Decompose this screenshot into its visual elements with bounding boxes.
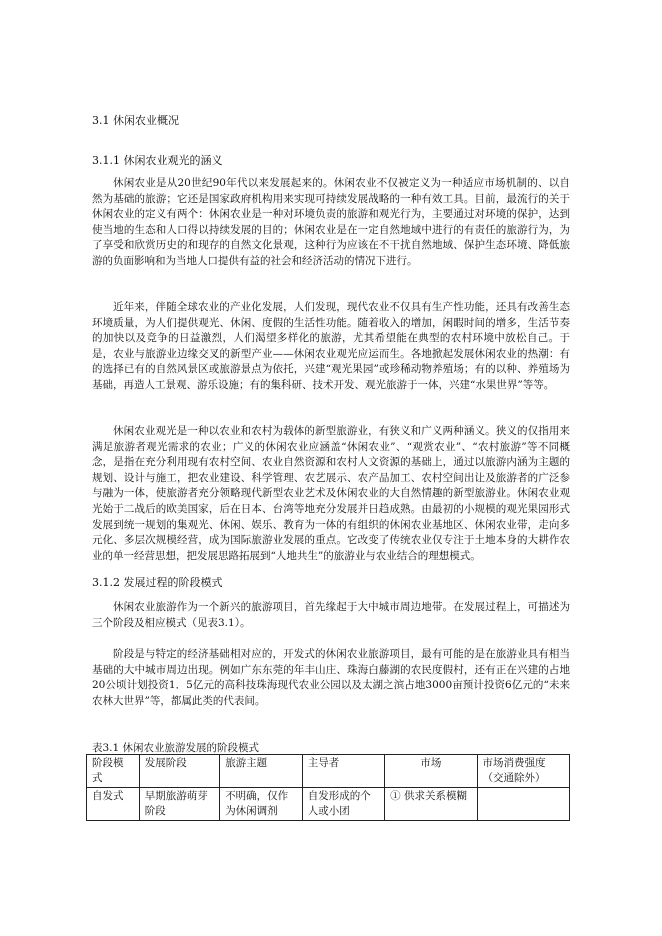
table-cell: 自发形成的个人或小团 [302, 788, 384, 821]
header-consumption-intensity: 市场消费强度（交通除外） [477, 755, 569, 788]
section-title: 3.1 休闲农业概况 [92, 114, 179, 127]
table-cell: 不明确，仅作为休闲调剂 [220, 788, 303, 821]
table-cell: 自发式 [87, 788, 140, 821]
paragraph-stages-examples: 阶段是与特定的经济基础相对应的，开发式的休闲农业旅游项目，最有可能的是在旅游业具有相当基础的大中城市周边出现。例如广东东莞的年丰山庄、珠海白藤湖的农民度假村，还有正在兴建的占地20公顷计划投资1．5亿元的高科技珠海现代农业公园以及太湖之滨占地3000亩预计投资6亿元的“未来农林大世界”等，都属此类的代表间。 [92, 648, 570, 707]
subsection-title-stages: 3.1.2 发展过程的阶段模式 [92, 576, 223, 589]
table-row [87, 788, 570, 821]
table-cell: 早期旅游萌芽阶段 [139, 788, 219, 821]
paragraph-definition: 休闲农业是从20世纪90年代以来发展起来的。休闲农业不仅被定义为一种适应市场机制的、以自然为基础的旅游；它还是国家政府机构用来实现可持续发展战略的一种有效工具。目前，最流行的关于休闲农业的定义有两个：休闲农业是一种对环境负责的旅游和观光行为，主要通过对环境的保护，达到使当地的生态和人口得以持续发展的目的；休闲农业是在一定自然地域中进行的有责任的旅游行为，为了享受和欣赏历史的和现存的自然文化景观，这种行为应该在不干扰自然地域、保护生态环境、降低旅游的负面影响和为当地人口提供有益的社会和经济活动的情况下进行。 [92, 177, 570, 267]
paragraph-meaning: 休闲农业观光是一种以农业和农村为载体的新型旅游业，有狭义和广义两种涵义。狭义的仅指用来满足旅游者观光需求的农业；广义的休闲农业应涵盖“休闲农业”、“观赏农业”、“农村旅游”等不同概念，是指在充分利用现有农村空间、农业自然资源和农村人文资源的基础上，通过以旅游内涵为主题的规划、设计与施工，把农业建设、科学管理、农艺展示、农产品加工、农村空间出让及旅游者的广泛参与融为一体，使旅游者充分领略现代新型农业艺术及休闲农业的大自然情趣的新型旅游业。休闲农业观光始于二战后的欧美国家，后在日本、台湾等地充分发展并日趋成熟。由最初的小规模的观光果园形式发展到统一规划的集观光、休闲、娱乐、教育为一体的有组织的休闲农业基地区、休闲农业带，走向多元化、多层次规模经营，成为国际旅游业发展的重点。它改变了传统农业仅专注于土地本身的大耕作农业的单一经营思想，把发展思路拓展到“人地共生”的旅游业与农业结合的理想模式。 [92, 425, 570, 562]
header-market: 市场 [385, 755, 477, 788]
table-cell [477, 788, 569, 821]
subsection-title-concept: 3.1.1 休闲农业观光的涵义 [92, 154, 223, 167]
header-stage-mode: 阶段模式 [87, 755, 140, 788]
header-leader: 主导者 [302, 755, 384, 788]
header-development-stage: 发展阶段 [139, 755, 219, 788]
table-cell: ① 供求关系模糊 [385, 788, 477, 821]
stage-mode-table [86, 754, 570, 821]
paragraph-stages-intro: 休闲农业旅游作为一个新兴的旅游项目，首先缘起于大中城市周边地带。在发展过程上，可描述为三个阶段及相应模式（见表3.1）。 [92, 601, 570, 629]
paragraph-rise: 近年来，伴随全球农业的产业化发展，人们发现，现代农业不仅具有生产性功能，还具有改善生态环境质量，为人们提供观光、休闲、度假的生活性功能。随着收入的增加，闲暇时间的增多，生活节奏的加快以及竞争的日益激烈，人们渴望多样化的旅游，尤其希望能在典型的农村环境中放松自己。于是，农业与旅游业边缘交叉的新型产业——休闲农业观光应运而生。各地掀起发展休闲农业的热潮：有的选择已有的自然风景区或旅游景点为依托，兴建“观光果园”或珍稀动物养殖场；有的以种、养殖场为基础，再造人工景观、游乐设施；有的集科研、技术开发、观光旅游于一体，兴建“水果世界”等等。 [92, 301, 570, 391]
table-header-row [87, 755, 570, 788]
header-tourism-theme: 旅游主题 [220, 755, 303, 788]
table-caption: 表3.1 休闲农业旅游发展的阶段模式 [92, 742, 260, 754]
